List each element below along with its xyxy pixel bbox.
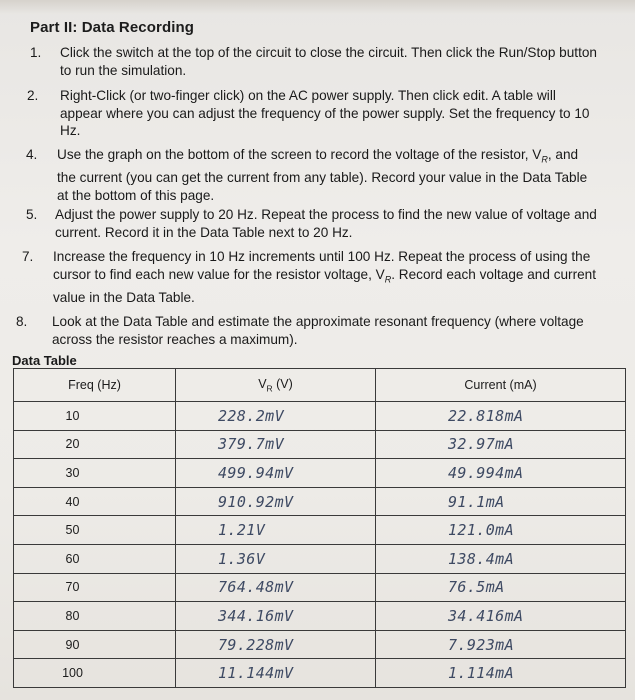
step-line-text: Use the graph on the bottom of the screen to record the voltage of the resistor, V — [57, 147, 542, 162]
header-freq: Freq (Hz) — [14, 369, 176, 402]
step-4 — [26, 146, 626, 203]
table-header-row — [14, 369, 626, 402]
freq-cell: 80 — [14, 602, 176, 631]
step-text — [55, 206, 597, 241]
freq-cell: 40 — [14, 487, 176, 516]
current-cell: 34.416mA — [376, 602, 626, 631]
header-vr — [176, 369, 376, 402]
table-row — [14, 602, 626, 631]
header-current: Current (mA) — [376, 369, 626, 402]
header-vr-unit: (V) — [272, 376, 293, 391]
table-row — [14, 402, 626, 431]
step-line-tail: . Record each voltage and current — [391, 266, 597, 282]
freq-cell: 30 — [14, 459, 176, 488]
step-line: Adjust the power supply to 20 Hz. Repeat the process to find the new value of voltage and — [55, 207, 597, 222]
step-text — [52, 313, 584, 348]
subscript-r: R — [541, 154, 548, 165]
step-text — [60, 87, 590, 140]
freq-cell: 50 — [14, 516, 176, 545]
voltage-cell: 1.21V — [176, 516, 376, 545]
current-cell: 1.114mA — [376, 659, 626, 688]
step-number: 7. — [22, 249, 34, 264]
page-edge-shadow — [0, 0, 635, 14]
voltage-cell: 344.16mV — [176, 602, 376, 631]
step-text — [57, 146, 587, 204]
current-cell: 22.818mA — [376, 402, 626, 431]
current-cell: 138.4mA — [376, 544, 626, 573]
step-line: Hz. — [60, 123, 81, 138]
step-line: appear where you can adjust the frequency of the power supply. Set the frequency to 10 — [60, 105, 590, 121]
step-line-text: cursor to find each new value for the resistor voltage, V — [53, 266, 385, 282]
table-row — [14, 430, 626, 459]
step-line: at the bottom of this page. — [57, 187, 215, 203]
table-row — [14, 630, 626, 659]
voltage-cell: 910.92mV — [176, 487, 376, 516]
step-line: Right-Click (or two-finger click) on the AC power supply. Then click edit. A table will — [60, 88, 556, 103]
step-7 — [22, 248, 632, 305]
current-cell: 49.994mA — [376, 459, 626, 488]
step-8 — [16, 313, 631, 349]
step-line — [53, 266, 596, 289]
table-row — [14, 544, 626, 573]
freq-cell: 100 — [14, 659, 176, 688]
step-5 — [26, 206, 632, 242]
header-vr-main: V — [258, 376, 267, 391]
step-2 — [27, 87, 627, 141]
subscript-r: R — [384, 274, 392, 285]
voltage-cell: 379.7mV — [176, 430, 376, 459]
step-line: Look at the Data Table and estimate the approximate resonant frequency (where voltage — [52, 314, 584, 329]
freq-cell: 10 — [14, 402, 176, 431]
step-number: 8. — [16, 314, 28, 329]
data-table-title: Data Table — [12, 353, 77, 368]
step-number: 1. — [30, 45, 42, 60]
step-line: the current (you can get the current from any table). Record your value in the Data Table — [57, 170, 588, 186]
voltage-cell: 79.228mV — [176, 630, 376, 659]
part-title: Part II: Data Recording — [30, 19, 194, 36]
step-text — [53, 248, 596, 306]
table-row — [14, 487, 626, 516]
step-1 — [30, 44, 630, 80]
step-number: 2. — [27, 88, 39, 103]
current-cell: 32.97mA — [376, 430, 626, 459]
table-row — [14, 516, 626, 545]
voltage-cell: 499.94mV — [176, 459, 376, 488]
current-cell: 76.5mA — [376, 573, 626, 602]
voltage-cell: 1.36V — [176, 544, 376, 573]
step-line: across the resistor reaches a maximum). — [52, 331, 298, 347]
current-cell: 121.0mA — [376, 516, 626, 545]
step-line: Click the switch at the top of the circuit to close the circuit. Then click the Run/Stop button — [60, 45, 597, 60]
step-text — [60, 44, 597, 79]
freq-cell: 20 — [14, 430, 176, 459]
step-line-tail: , and — [547, 147, 579, 162]
step-line: to run the simulation. — [60, 62, 187, 78]
table-row — [14, 573, 626, 602]
data-table — [13, 368, 626, 688]
freq-cell: 60 — [14, 544, 176, 573]
step-line — [57, 146, 587, 169]
table-row — [14, 659, 626, 688]
step-number: 5. — [26, 207, 38, 222]
freq-cell: 90 — [14, 630, 176, 659]
header-vr-sub: R — [266, 383, 273, 394]
current-cell: 7.923mA — [376, 630, 626, 659]
step-line: value in the Data Table. — [53, 289, 195, 305]
voltage-cell: 228.2mV — [176, 402, 376, 431]
current-cell: 91.1mA — [376, 487, 626, 516]
table-row — [14, 459, 626, 488]
step-line: Increase the frequency in 10 Hz increments until 100 Hz. Repeat the process of using the — [53, 249, 591, 264]
voltage-cell: 764.48mV — [176, 573, 376, 602]
voltage-cell: 11.144mV — [176, 659, 376, 688]
freq-cell: 70 — [14, 573, 176, 602]
step-number: 4. — [26, 147, 38, 162]
step-line: current. Record it in the Data Table next to 20 Hz. — [55, 224, 353, 240]
